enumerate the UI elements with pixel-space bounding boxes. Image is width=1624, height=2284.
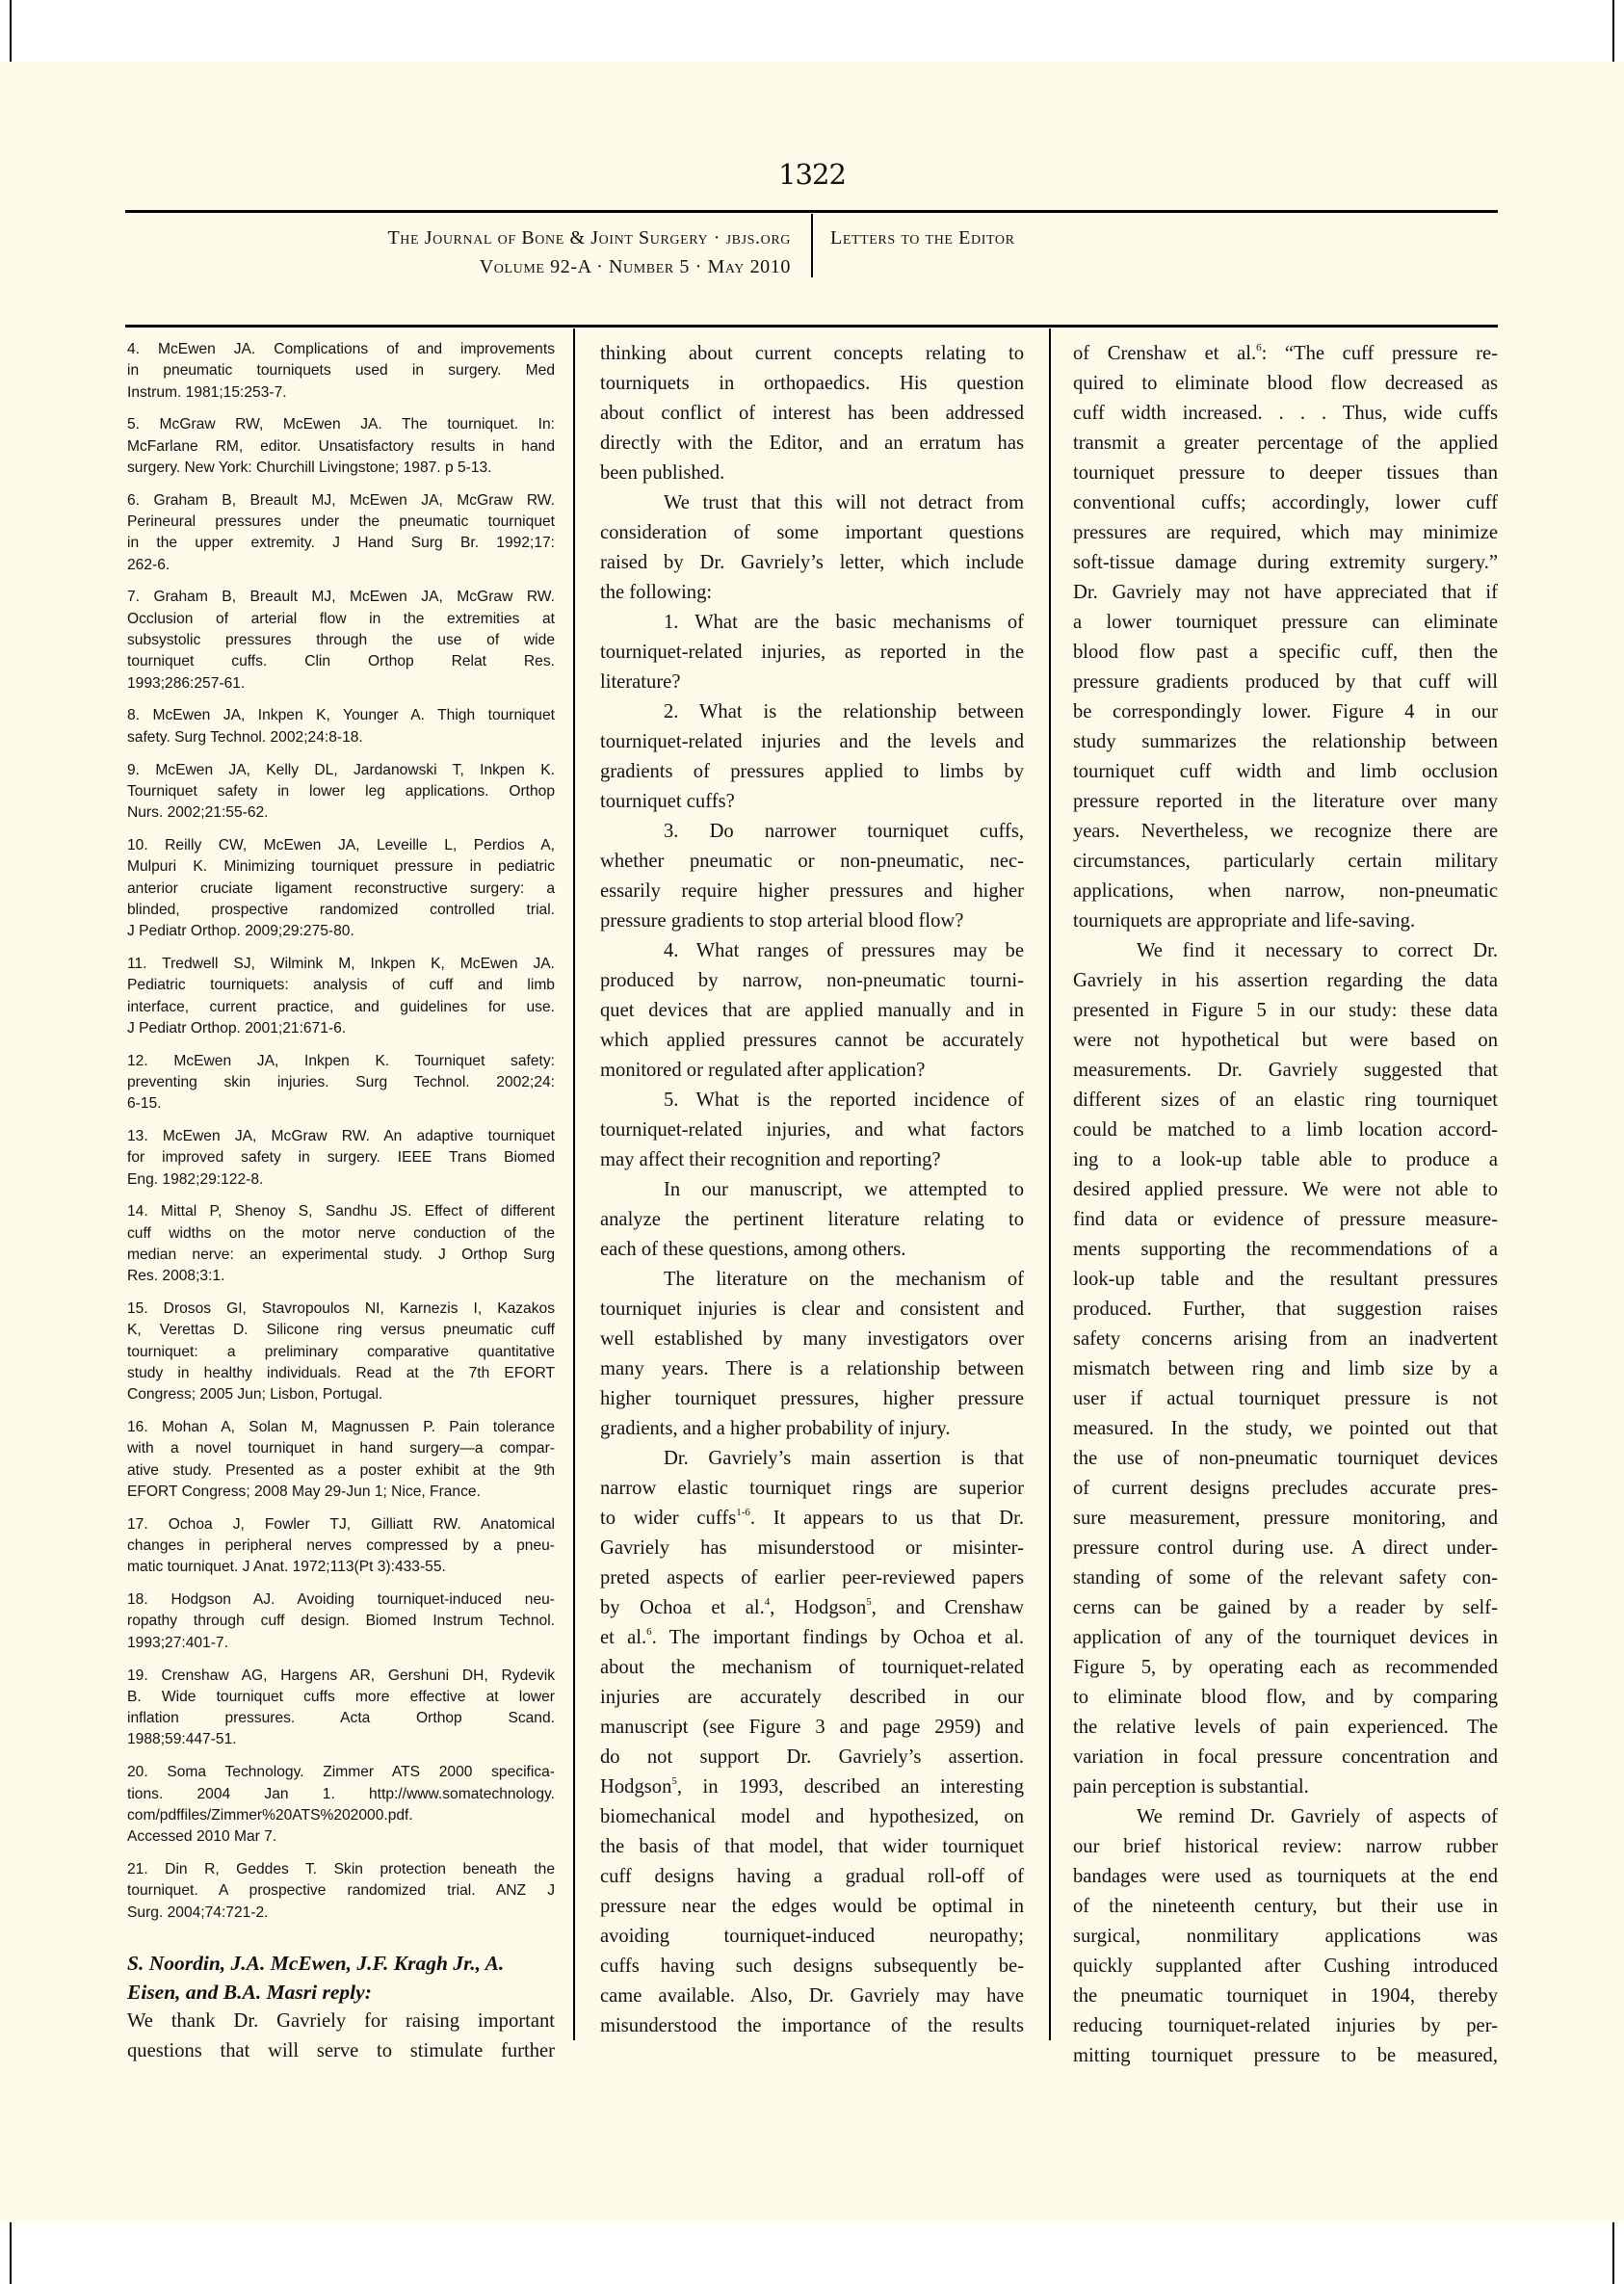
body-line: pressure near the edges would be optimal in (600, 1896, 1024, 1917)
body-line: Gavriely in his assertion regarding the data (1073, 970, 1498, 991)
body-line: by Ochoa et al.$^4$, Hodgson$^5$, and Crenshaw (600, 1596, 1024, 1618)
reference-line: 7. Graham B, Breault MJ, McEwen JA, McGraw RW. (127, 589, 555, 606)
reference-line: Res. 2008;3:1. (127, 1268, 225, 1285)
reference-line: median nerve: an experimental study. J Orthop Surg (127, 1246, 555, 1263)
body-line: may affect their recognition and reporting? (600, 1149, 941, 1170)
body-line: raised by Dr. Gavriely’s letter, which include (600, 552, 1024, 573)
body-line: the use of non-pneumatic tourniquet devices (1073, 1448, 1498, 1469)
body-line: pressure gradients produced by that cuff will (1073, 671, 1498, 693)
reference-line: preventing skin injuries. Surg Technol. 2002;24: (127, 1073, 555, 1090)
body-line: We find it necessary to correct Dr. (1137, 940, 1498, 961)
body-line: In our manuscript, we attempted to (664, 1179, 1024, 1200)
reference-item (127, 414, 555, 479)
reference-line: Pediatric tourniquets: analysis of cuff and limb (127, 977, 555, 994)
body-line: produced. Further, that suggestion raises (1073, 1299, 1498, 1320)
reference-line: study in healthy individuals. Read at the 7th EFORT (127, 1364, 555, 1381)
reference-item (127, 760, 555, 825)
body-line: biomechanical model and hypothesized, on (600, 1806, 1024, 1827)
body-line: Gavriely has misunderstood or misinter- (600, 1537, 1024, 1559)
reference-line: 1988;59:447-51. (127, 1731, 237, 1748)
reference-line: Accessed 2010 Mar 7. (127, 1828, 277, 1846)
body-line: measured. In the study, we pointed out that (1073, 1418, 1498, 1439)
reference-line: Eng. 1982;29:122-8. (127, 1170, 264, 1188)
body-line: Dr. Gavriely’s main assertion is that (664, 1448, 1024, 1469)
paragraph (600, 608, 1024, 697)
reference-line: ative study. Presented as a poster exhibit at the 9th (127, 1461, 555, 1479)
citation-superscript: 5 (671, 1775, 677, 1787)
body-line: be correspondingly lower. Figure 4 in our (1073, 701, 1498, 722)
body-line: many years. There is a relationship between (600, 1358, 1024, 1379)
reference-line: Congress; 2005 Jun; Lisbon, Portugal. (127, 1386, 383, 1404)
reference-line: 10. Reilly CW, McEwen JA, Leveille L, Perdios A, (127, 836, 555, 853)
reference-line: 15. Drosos GI, Stavropoulos NI, Karnezis I, Kazakos (127, 1300, 555, 1318)
volume-line: Volume 92-A · Number 5 · May 2010 (479, 256, 791, 277)
reference-line: subsystolic pressures through the use of wide (127, 632, 555, 649)
reference-item (127, 587, 555, 694)
body-line: mismatch between ring and limb size by a (1073, 1358, 1498, 1379)
body-line: 1. What are the basic mechanisms of (664, 612, 1024, 633)
body-line: our brief historical review: narrow rubber (1073, 1836, 1498, 1857)
body-line: gradients of pressures applied to limbs by (600, 761, 1024, 782)
reference-line: com/pdffiles/Zimmer%20ATS%202000.pdf. (127, 1806, 413, 1824)
reference-line: blinded, prospective randomized controlled trial. (127, 901, 555, 918)
body-line: of Crenshaw et al.$^6$: “The cuff pressure re- (1073, 342, 1499, 364)
column-middle (600, 339, 1024, 2041)
reference-item (127, 490, 555, 576)
citation-superscript: 4 (764, 1596, 771, 1608)
reference-line: 11. Tredwell SJ, Wilmink M, Inkpen K, McEwen JA. (127, 955, 555, 972)
body-line: cuff width increased. . . . Thus, wide cuffs (1073, 403, 1498, 424)
reference-line: with a novel tourniquet in hand surgery—a compar- (127, 1440, 555, 1457)
body-line: pressures are required, which may minimize (1073, 522, 1498, 543)
paragraph (600, 817, 1024, 936)
reference-line: K, Verettas D. Silicone ring versus pneumatic cuff (127, 1322, 555, 1339)
reference-line: tourniquet. A prospective randomized trial. ANZ J (127, 1882, 555, 1900)
body-line: been published. (600, 462, 725, 484)
body-line: 3. Do narrower tourniquet cuffs, (664, 821, 1024, 842)
paragraph (1073, 339, 1498, 936)
body-line: cuff designs having a gradual roll-off of (600, 1866, 1024, 1887)
reference-item (127, 1417, 555, 1503)
reference-item (127, 1051, 555, 1116)
reference-line: 1993;286:257-61. (127, 674, 246, 692)
body-line: essarily require higher pressures and higher (600, 880, 1024, 902)
body-line: narrow elastic tourniquet rings are superior (600, 1478, 1024, 1499)
reference-line: tions. 2004 Jan 1. http://www.somatechnology. (127, 1785, 555, 1802)
reference-item (127, 1126, 555, 1191)
reference-line: matic tourniquet. J Anat. 1972;113(Pt 3):433-55. (127, 1559, 446, 1576)
body-line: injuries are accurately described in our (600, 1687, 1024, 1708)
body-line: different sizes of an elastic ring tourniquet (1073, 1089, 1498, 1111)
crop-mark-top-right (1612, 0, 1614, 62)
body-line: Figure 5, by operating each as recommended (1073, 1657, 1498, 1678)
reference-line: 9. McEwen JA, Kelly DL, Jardanowski T, Inkpen K. (127, 761, 555, 778)
reference-line: Nurs. 2002;21:55-62. (127, 804, 269, 822)
body-line: ing to a look-up table able to produce a (1073, 1149, 1498, 1170)
body-line: the following: (600, 582, 713, 603)
reference-line: 20. Soma Technology. Zimmer ATS 2000 specifica- (127, 1764, 555, 1781)
journal-line: The Journal of Bone & Joint Surgery · jbjs.org (387, 227, 791, 249)
reference-item (127, 954, 555, 1039)
reference-line: Surg. 2004;74:721-2. (127, 1903, 269, 1921)
reference-item (127, 1299, 555, 1405)
body-line: whether pneumatic or non-pneumatic, nec- (600, 851, 1024, 872)
reference-line: surgery. New York: Churchill Livingstone; 1987. p 5-13. (127, 459, 492, 476)
body-line: 4. What ranges of pressures may be (664, 940, 1024, 961)
reference-line: tourniquet: a preliminary comparative quantitative (127, 1343, 555, 1360)
body-line: user if actual tourniquet pressure is not (1073, 1388, 1498, 1409)
column-references (127, 339, 555, 2066)
body-line: years. Nevertheless, we recognize there are (1073, 821, 1498, 842)
body-line: blood flow past a specific cuff, then the (1073, 642, 1498, 663)
reference-line: interface, current practice, and guidelines for use. (127, 998, 555, 1015)
body-line: manuscript (see Figure 3 and page 2959) and (600, 1717, 1024, 1738)
reference-line: J Pediatr Orthop. 2009;29:275-80. (127, 923, 354, 940)
paragraph (600, 1444, 1024, 2041)
body-line: The literature on the mechanism of (664, 1269, 1024, 1290)
body-line: measurements. Dr. Gavriely suggested that (1073, 1060, 1498, 1081)
reference-line: Instrum. 1981;15:253-7. (127, 383, 287, 401)
column-right (1073, 339, 1498, 2071)
reference-line: 12. McEwen JA, Inkpen K. Tourniquet safety: (127, 1052, 555, 1069)
paragraph (600, 1086, 1024, 1175)
paragraph (600, 1265, 1024, 1444)
reference-line: B. Wide tourniquet cuffs more effective at lower (127, 1688, 555, 1705)
body-line: gradients, and a higher probability of injury. (600, 1418, 951, 1439)
page-number: 1322 (778, 158, 846, 191)
body-line: circumstances, particularly certain military (1073, 851, 1498, 872)
body-line: presented in Figure 5 in our study: these data (1073, 1000, 1498, 1021)
reference-line: 16. Mohan A, Solan M, Magnussen P. Pain tolerance (127, 1419, 555, 1436)
reference-line: 17. Ochoa J, Fowler TJ, Gilliatt RW. Anatomical (127, 1515, 555, 1533)
citation-superscript: 1-6 (736, 1507, 750, 1518)
reference-line: J Pediatr Orthop. 2001;21:671-6. (127, 1019, 347, 1037)
reference-line: Tourniquet safety in lower leg applications. Orthop (127, 782, 555, 800)
reply-heading (127, 1949, 555, 2007)
body-line: tourniquet-related injuries, as reported in the (600, 642, 1024, 663)
crop-mark-bottom-right (1612, 2222, 1614, 2284)
reference-line: Occlusion of arterial flow in the extremities at (127, 610, 555, 627)
body-line: pressure control during use. A direct under- (1073, 1537, 1498, 1559)
body-line: of the nineteenth century, but their use in (1073, 1896, 1498, 1917)
body-line: We remind Dr. Gavriely of aspects of (1137, 1806, 1498, 1827)
body-line: We trust that this will not detract from (664, 492, 1024, 513)
reference-line: anterior cruciate ligament reconstructive surgery: a (127, 879, 555, 897)
body-line: applications, when narrow, non-pneumatic (1073, 880, 1498, 902)
body-line: well established by many investigators over (600, 1328, 1024, 1350)
reference-line: 5. McGraw RW, McEwen JA. The tourniquet. In: (127, 416, 555, 433)
body-line: a lower tourniquet pressure can eliminate (1073, 612, 1498, 633)
body-line: avoiding tourniquet-induced neuropathy; (600, 1926, 1024, 1947)
body-line: sure measurement, pressure monitoring, and (1073, 1508, 1498, 1529)
reference-line: in the upper extremity. J Hand Surg Br. 1992;17: (127, 535, 555, 552)
body-line: of current designs precludes accurate pres- (1073, 1478, 1498, 1499)
reference-line: inflation pressures. Acta Orthop Scand. (127, 1710, 555, 1727)
header-divider (811, 214, 813, 277)
body-line: soft-tissue damage during extremity surgery.” (1073, 552, 1498, 573)
body-line: came available. Also, Dr. Gavriely may have (600, 1985, 1024, 2007)
reference-item (127, 1514, 555, 1579)
body-line: 2. What is the relationship between (664, 701, 1024, 722)
reference-line: Mulpuri K. Minimizing tourniquet pressure in pediatric (127, 858, 555, 876)
body-line: quired to eliminate blood flow decreased as (1073, 373, 1498, 394)
reference-line: 13. McEwen JA, McGraw RW. An adaptive tourniquet (127, 1128, 555, 1144)
reference-item (127, 705, 555, 748)
reference-line: in pneumatic tourniquets used in surgery. Med (127, 362, 555, 380)
body-line: quickly supplanted after Cushing introduced (1073, 1956, 1498, 1977)
body-line: the pneumatic tourniquet in 1904, thereby (1073, 1985, 1498, 2007)
reply-body-start (127, 2007, 555, 2066)
paragraph (600, 697, 1024, 817)
body-line: cerns can be gained by a reader by self- (1073, 1597, 1498, 1618)
reference-item (127, 339, 555, 404)
header-rule (125, 210, 1498, 213)
reference-line: 262-6. (127, 556, 170, 573)
paragraph (600, 936, 1024, 1086)
body-rule (125, 325, 1498, 328)
body-line: tourniquet-related injuries, and what factors (600, 1119, 1024, 1141)
body-line: 5. What is the reported incidence of (664, 1089, 1024, 1111)
body-line: which applied pressures cannot be accurately (600, 1030, 1024, 1051)
body-line: thinking about current concepts relating to (600, 343, 1024, 364)
reference-line: 6. Graham B, Breault MJ, McEwen JA, McGraw RW. (127, 491, 555, 509)
body-line: tourniquets are appropriate and life-saving. (1073, 910, 1416, 932)
body-line: mitting tourniquet pressure to be measured, (1073, 2045, 1498, 2066)
body-line: produced by narrow, non-pneumatic tourni- (600, 970, 1024, 991)
body-line: each of these questions, among others. (600, 1239, 906, 1260)
crop-mark-top-left (10, 0, 12, 62)
body-line: safety concerns arising from an inadvertent (1073, 1328, 1498, 1350)
body-line: questions that will serve to stimulate further (127, 2039, 555, 2061)
reference-item (127, 1859, 555, 1924)
reference-line: ropathy through cuff design. Biomed Instrum Technol. (127, 1613, 555, 1630)
reference-line: cuff widths on the motor nerve conduction of the (127, 1224, 555, 1242)
body-line: variation in focal pressure concentration and (1073, 1746, 1498, 1768)
reference-line: changes in peripheral nerves compressed by a pneu- (127, 1537, 555, 1555)
body-line: surgical, nonmilitary applications was (1073, 1926, 1498, 1947)
body-line: desired applied pressure. We were not able to (1073, 1179, 1498, 1200)
paragraph (1073, 1802, 1498, 2071)
body-line: could be matched to a limb location accord- (1073, 1119, 1498, 1141)
reference-line: safety. Surg Technol. 2002;24:8-18. (127, 728, 363, 746)
body-line: quet devices that are applied manually and in (600, 1000, 1024, 1021)
reference-line: 4. McEwen JA. Complications of and improvements (127, 341, 555, 357)
body-line: the relative levels of pain experienced. The (1073, 1717, 1498, 1738)
body-line: about conflict of interest has been addressed (600, 403, 1024, 424)
body-line: transmit a greater percentage of the applied (1073, 433, 1498, 454)
reference-line: 1993;27:401-7. (127, 1634, 228, 1651)
body-line: tourniquet pressure to deeper tissues than (1073, 462, 1498, 484)
body-line: cuffs having such designs subsequently be- (600, 1956, 1024, 1977)
body-line: to wider cuffs$^{1-6}$. It appears to us that Dr. (600, 1507, 1024, 1529)
reply-heading-line: S. Noordin, J.A. McEwen, J.F. Kragh Jr., A. (127, 1951, 505, 1975)
body-line: about the mechanism of tourniquet-related (600, 1657, 1024, 1678)
reference-line: 19. Crenshaw AG, Hargens AR, Gershuni DH, Rydevik (127, 1667, 555, 1684)
body-line: tourniquet-related injuries and the levels and (600, 731, 1024, 752)
reference-item (127, 1201, 555, 1287)
paragraph (1073, 936, 1498, 1802)
reference-line: 8. McEwen JA, Inkpen K, Younger A. Thigh tourniquet (127, 707, 555, 724)
body-line: standing of some of the relevant safety con- (1073, 1567, 1498, 1588)
section-title: Letters to the Editor (830, 227, 1015, 249)
reference-line: 6-15. (127, 1095, 162, 1113)
body-line: tourniquet cuff width and limb occlusion (1073, 761, 1498, 782)
body-line: Dr. Gavriely may not have appreciated that if (1073, 582, 1498, 603)
body-line: pressure gradients to stop arterial blood flow? (600, 910, 964, 932)
body-line: pain perception is substantial. (1073, 1776, 1309, 1798)
column-divider-2 (1049, 328, 1051, 2040)
body-line: tourniquet cuffs? (600, 791, 735, 812)
reference-item (127, 1589, 555, 1654)
reference-line: 21. Din R, Geddes T. Skin protection beneath the (127, 1860, 555, 1877)
body-line: pressure reported in the literature over many (1073, 791, 1498, 812)
body-line: do not support Dr. Gavriely’s assertion. (600, 1746, 1024, 1768)
body-line: directly with the Editor, and an erratum has (600, 433, 1024, 454)
body-line: to eliminate blood flow, and by comparing (1073, 1687, 1498, 1708)
citation-superscript: 6 (1256, 342, 1262, 354)
reference-item (127, 1666, 555, 1751)
reference-line: Perineural pressures under the pneumatic tourniquet (127, 513, 555, 531)
reference-list (127, 339, 555, 1924)
body-line: find data or evidence of pressure measure- (1073, 1209, 1498, 1230)
reference-item (127, 1762, 555, 1848)
reference-item (127, 835, 555, 942)
paragraph (600, 339, 1024, 488)
body-line: application of any of the tourniquet devices in (1073, 1627, 1498, 1648)
body-line: consideration of some important questions (600, 522, 1024, 543)
body-line: misunderstood the importance of the results (600, 2015, 1024, 2036)
body-line: study summarizes the relationship between (1073, 731, 1498, 752)
reference-line: EFORT Congress; 2008 May 29-Jun 1; Nice, France. (127, 1483, 481, 1500)
crop-mark-bottom-left (10, 2222, 12, 2284)
reply-heading-line: Eisen, and B.A. Masri reply: (127, 1980, 372, 2004)
paragraph (600, 488, 1024, 608)
body-line: Hodgson$^5$, in 1993, described an interesting (600, 1775, 1024, 1798)
body-line: bandages were used as tourniquets at the end (1073, 1866, 1498, 1887)
body-line: monitored or regulated after application? (600, 1060, 926, 1081)
column-divider-1 (573, 328, 575, 2040)
body-line: conventional cuffs; accordingly, lower cuff (1073, 492, 1498, 513)
reference-line: for improved safety in surgery. IEEE Trans Biomed (127, 1149, 555, 1167)
reference-line: 18. Hodgson AJ. Avoiding tourniquet-induced neu- (127, 1591, 555, 1609)
reference-line: McFarlane RM, editor. Unsatisfactory results in hand (127, 437, 555, 455)
citation-superscript: 5 (866, 1596, 872, 1608)
body-line: tourniquet injuries is clear and consistent and (600, 1299, 1024, 1320)
reference-line: 14. Mittal P, Shenoy S, Sandhu JS. Effect of different (127, 1203, 555, 1221)
body-line: reducing tourniquet-related injuries by per- (1073, 2015, 1498, 2036)
citation-superscript: 6 (646, 1626, 652, 1638)
body-line: ments supporting the recommendations of a (1073, 1239, 1498, 1260)
running-header-journal (193, 223, 791, 281)
paragraph (600, 1175, 1024, 1265)
body-line: analyze the pertinent literature relating to (600, 1209, 1024, 1230)
body-line: We thank Dr. Gavriely for raising important (127, 2009, 555, 2032)
body-line: the basis of that model, that wider tourniquet (600, 1836, 1024, 1857)
body-line: literature? (600, 671, 681, 693)
body-line: tourniquets in orthopaedics. His question (600, 373, 1024, 394)
reference-line: tourniquet cuffs. Clin Orthop Relat Res. (127, 653, 555, 670)
body-line: were not hypothetical but were based on (1073, 1030, 1498, 1051)
body-line: preted aspects of earlier peer-reviewed papers (600, 1567, 1024, 1588)
body-line: et al.$^6$. The important findings by Ochoa et al. (600, 1626, 1024, 1648)
body-line: look-up table and the resultant pressures (1073, 1269, 1498, 1290)
body-line: higher tourniquet pressures, higher pressure (600, 1388, 1024, 1409)
